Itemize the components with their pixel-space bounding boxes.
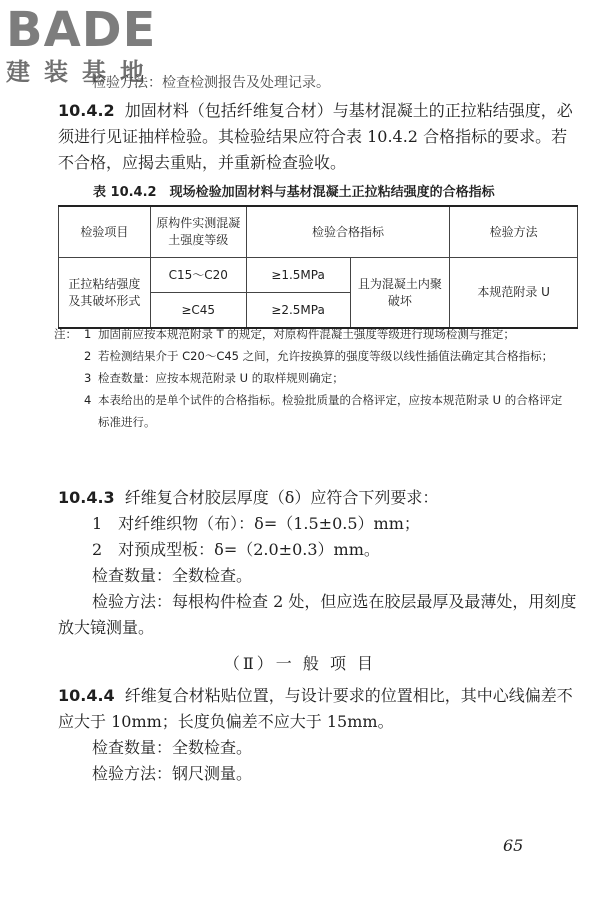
table-title: 表 10.4.2 现场检验加固材料与基材混凝土正拉粘结强度的合格指标 bbox=[93, 185, 495, 200]
check-quantity: 检查数量：全数检查。 bbox=[92, 566, 253, 585]
logo-subtitle: 建装基地 bbox=[6, 58, 158, 86]
clause-text: 纤维复合材粘贴位置，与设计要求的位置相比，其中心线偏差不应大于 10mm；长度负偏差不应大于 15mm。 bbox=[58, 686, 573, 731]
clause-10-4-4 bbox=[58, 683, 578, 735]
note-number: 3 bbox=[84, 371, 92, 385]
list-item: 1 对纤维织物（布）：δ=（1.5±0.5）mm； bbox=[92, 514, 420, 533]
table-cell-index: ≥1.5MPa bbox=[246, 258, 350, 293]
table-cell-grade: ≥C45 bbox=[150, 293, 246, 329]
table-header: 原构件实测混凝土强度等级 bbox=[150, 206, 246, 258]
note-number: 2 bbox=[84, 349, 92, 363]
note-text: 若检测结果介于 C20～C45 之间，允许按换算的强度等级以线性插值法确定其合格指标； bbox=[98, 349, 554, 363]
note-item bbox=[54, 323, 572, 345]
page-number: 65 bbox=[503, 836, 524, 855]
note-text: 加固前应按本规范附录 T 的规定，对原构件混凝土强度等级进行现场检测与推定； bbox=[98, 327, 515, 341]
table-cell-extra: 且为混凝土内聚破坏 bbox=[350, 258, 450, 329]
table-header: 检验方法 bbox=[450, 206, 578, 258]
note-text: 本表给出的是单个试件的合格指标。检验批质量的合格评定，应按本规范附录 U 的合格评定标准进行。 bbox=[98, 393, 563, 429]
note-item bbox=[72, 367, 572, 389]
table-cell-index: ≥2.5MPa bbox=[246, 293, 350, 329]
logo-word: BADE bbox=[6, 2, 157, 58]
note-prefix: 注： bbox=[54, 327, 77, 341]
top-line-text: 检验方法：检查检测报告及处理记录。 bbox=[92, 75, 330, 91]
clause-number: 10.4.3 bbox=[58, 488, 115, 507]
check-method: 检验方法：钢尺测量。 bbox=[92, 764, 253, 783]
table-header: 检验合格指标 bbox=[246, 206, 450, 258]
table-notes bbox=[54, 323, 572, 433]
note-item bbox=[72, 389, 572, 433]
clause-text: 加固材料（包括纤维复合材）与基材混凝土的正拉粘结强度，必须进行见证抽样检验。其检验结果应符合表 10.4.2 合格指标的要求。若不合格，应揭去重贴，并重新检查验收。 bbox=[58, 101, 573, 172]
table-cell-method: 本规范附录 U bbox=[450, 258, 578, 329]
note-number: 1 bbox=[84, 327, 92, 341]
list-item: 2 对预成型板：δ=（2.0±0.3）mm。 bbox=[92, 540, 380, 559]
clause-number: 10.4.2 bbox=[58, 101, 115, 120]
clause-10-4-3 bbox=[58, 485, 578, 511]
table-cell-item: 正拉粘结强度及其破坏形式 bbox=[59, 258, 151, 329]
table-cell-grade: C15～C20 bbox=[150, 258, 246, 293]
table-header: 检验项目 bbox=[59, 206, 151, 258]
acceptance-table bbox=[58, 205, 578, 329]
note-number: 4 bbox=[84, 393, 92, 407]
clause-number: 10.4.4 bbox=[58, 686, 115, 705]
check-method: 检验方法：每根构件检查 2 处，但应选在胶层最厚及最薄处，用刻度放大镜测量。 bbox=[58, 592, 577, 637]
note-text: 检查数量：应按本规范附录 U 的取样规则确定； bbox=[98, 371, 344, 385]
clause-10-4-2 bbox=[58, 98, 578, 176]
clause-text: 纤维复合材胶层厚度（δ）应符合下列要求： bbox=[124, 488, 439, 507]
check-quantity: 检查数量：全数检查。 bbox=[92, 738, 253, 757]
note-item bbox=[72, 345, 572, 367]
section-subheading: （Ⅱ）一 般 项 目 bbox=[223, 654, 377, 673]
